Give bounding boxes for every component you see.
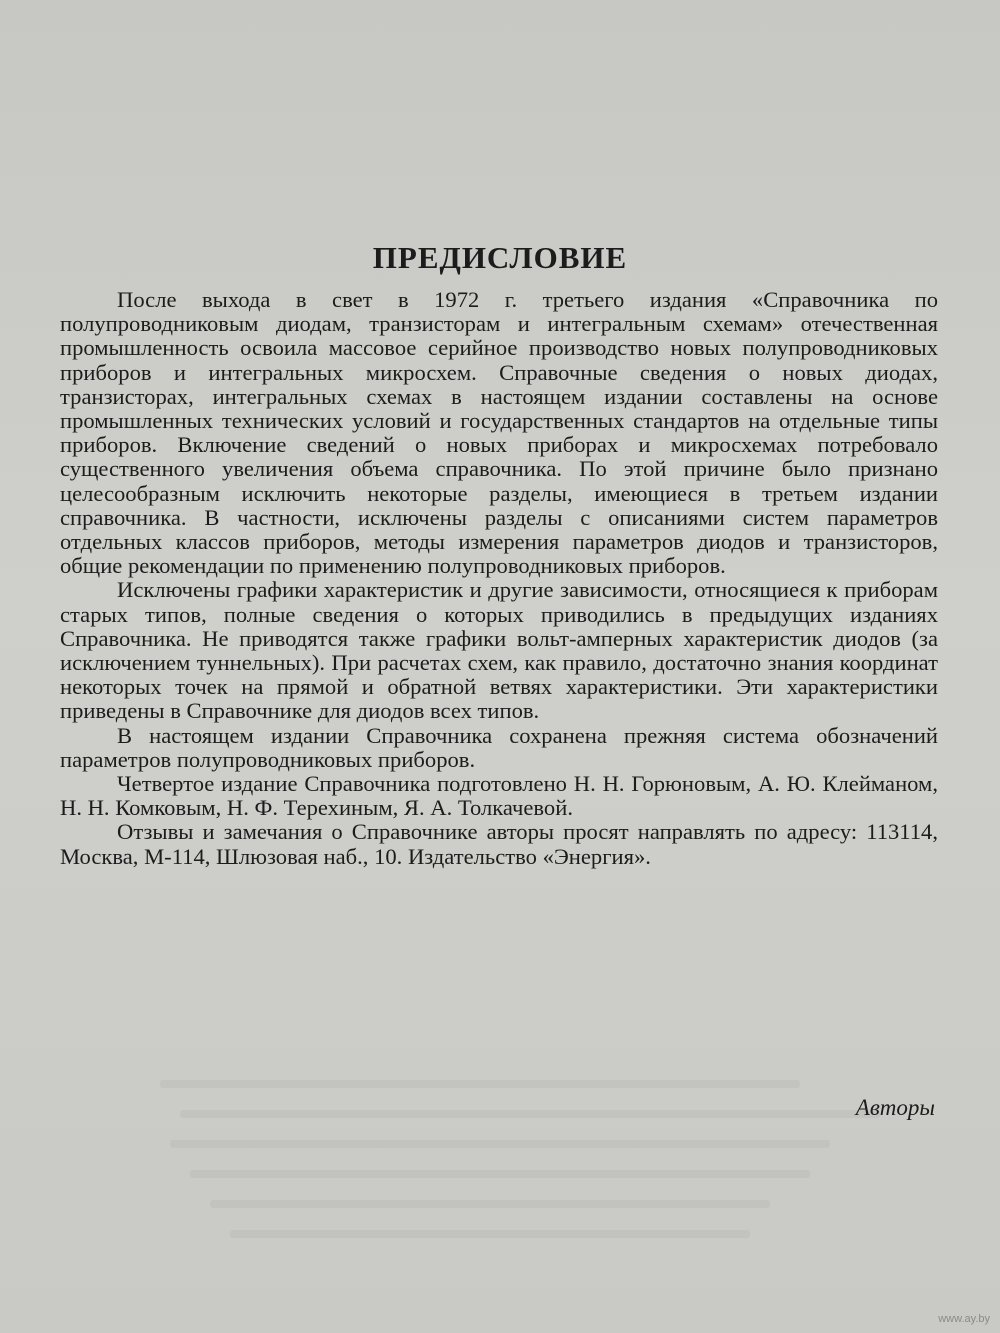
paragraph: В настоящем издании Справочника сохранена прежняя система обозначений параметров полупроводниковых приборов. <box>60 722 938 772</box>
ghost-line <box>190 1170 810 1178</box>
paragraph: Отзывы и замечания о Справочнике авторы просят направлять по адресу: 113114, Москва, М-114, Шлюзовая наб., 10. Издательство «Энергия». <box>60 819 938 869</box>
ghost-line <box>160 1080 800 1088</box>
paragraph: После выхода в свет в 1972 г. третьего издания «Справочника по полупроводниковым диодам, транзисторам и интегральным схемам» отечественная промышленность освоила массовое серийное производство новых полупроводниковых приборов и интегральных микросхем. Справочные сведения о новых диодах, транзисторах, интегральных схемах в настоящем издании составлены на основе промышленных технических условий и государственных стандартов на отдельные типы приборов. Включение сведений о новых приборах и микросхемах потребовало существенного увеличения объема справочника. По этой причине было признано целесообразным исключить некоторые разделы, имеющиеся в третьем издании справочника. В частности, исключены разделы с описаниями систем параметров отдельных классов приборов, методы измерения параметров диодов и транзисторов, общие рекомендации по применению полупроводниковых приборов. <box>60 287 938 579</box>
ghost-line <box>170 1140 830 1148</box>
ghost-line <box>210 1200 770 1208</box>
page-title: ПРЕДИСЛОВИЕ <box>372 240 628 275</box>
paragraph: Исключены графики характеристик и другие зависимости, относящиеся к приборам старых типов, полные сведения о которых приводились в предыдущих изданиях Справочника. Не приводятся также графики вольт-амперных характеристик диодов (за исключением туннельных). При расчетах схем, как правило, достаточно знания координат некоторых точек на прямой и обратной ветвях характеристики. Эти характеристики приведены в Справочнике для диодов всех типов. <box>60 577 938 724</box>
ghost-line <box>230 1230 750 1238</box>
site-watermark: www.ay.by <box>938 1313 990 1325</box>
preface-body <box>60 288 938 869</box>
bleed-through-lines <box>40 1060 960 1320</box>
paragraph: Четвертое издание Справочника подготовлено Н. Н. Горюновым, А. Ю. Клейманом, Н. Н. Комковым, Н. Ф. Терехиным, Я. А. Толкачевой. <box>60 771 938 821</box>
signature: Авторы <box>855 1095 935 1120</box>
ghost-line <box>180 1110 880 1118</box>
